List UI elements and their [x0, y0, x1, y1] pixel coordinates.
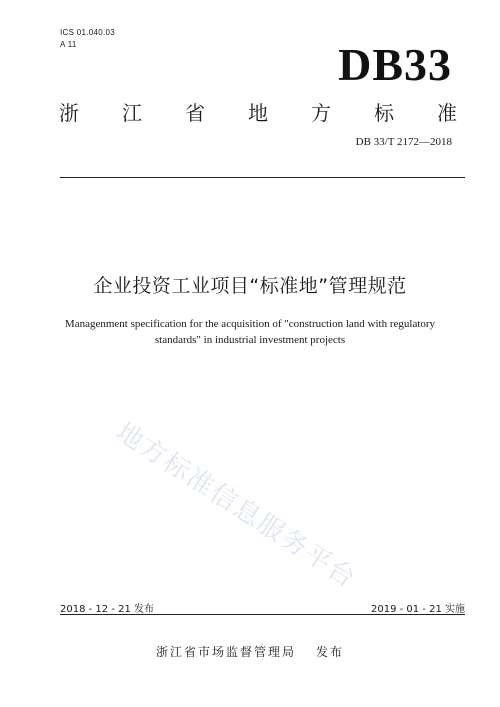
- issuer-name: 浙江省市场监督管理局: [155, 645, 296, 659]
- standard-type-char: 浙: [59, 101, 79, 125]
- db33-logo: DB33: [338, 39, 452, 90]
- english-title-line: Managenment specification for the acquisition of "construction land with regulatory: [64, 318, 436, 330]
- standard-type-char: 省: [185, 101, 205, 125]
- standard-type-heading: [58, 97, 458, 126]
- standard-type-char: 准: [437, 101, 457, 125]
- standard-type-char: 地: [248, 101, 268, 125]
- footer-divider: [60, 614, 465, 615]
- english-title-line: standards" in industrial investment projects: [154, 334, 346, 346]
- standard-type-char: 方: [311, 101, 331, 125]
- classification-codes: [60, 27, 115, 51]
- issuer-line: [0, 643, 500, 660]
- ccs-code: A 11: [60, 40, 77, 49]
- standard-type-char: 江: [122, 101, 142, 125]
- implementation-date: 2019 - 01 - 21 实施: [370, 604, 465, 615]
- header-divider: [60, 177, 465, 178]
- publish-date: 2018 - 12 - 21 发布: [60, 604, 155, 615]
- ics-code: ICS 01.040.03: [60, 28, 116, 37]
- issuer-action: 发布: [316, 645, 345, 659]
- standard-type-char: 标: [374, 101, 394, 125]
- english-title: [40, 316, 460, 348]
- chinese-title: 企业投资工业项目“标准地”管理规范: [93, 275, 407, 297]
- watermark-text: 地方标准信息服务平台: [110, 417, 362, 595]
- standard-number: DB 33/T 2172—2018: [355, 136, 452, 148]
